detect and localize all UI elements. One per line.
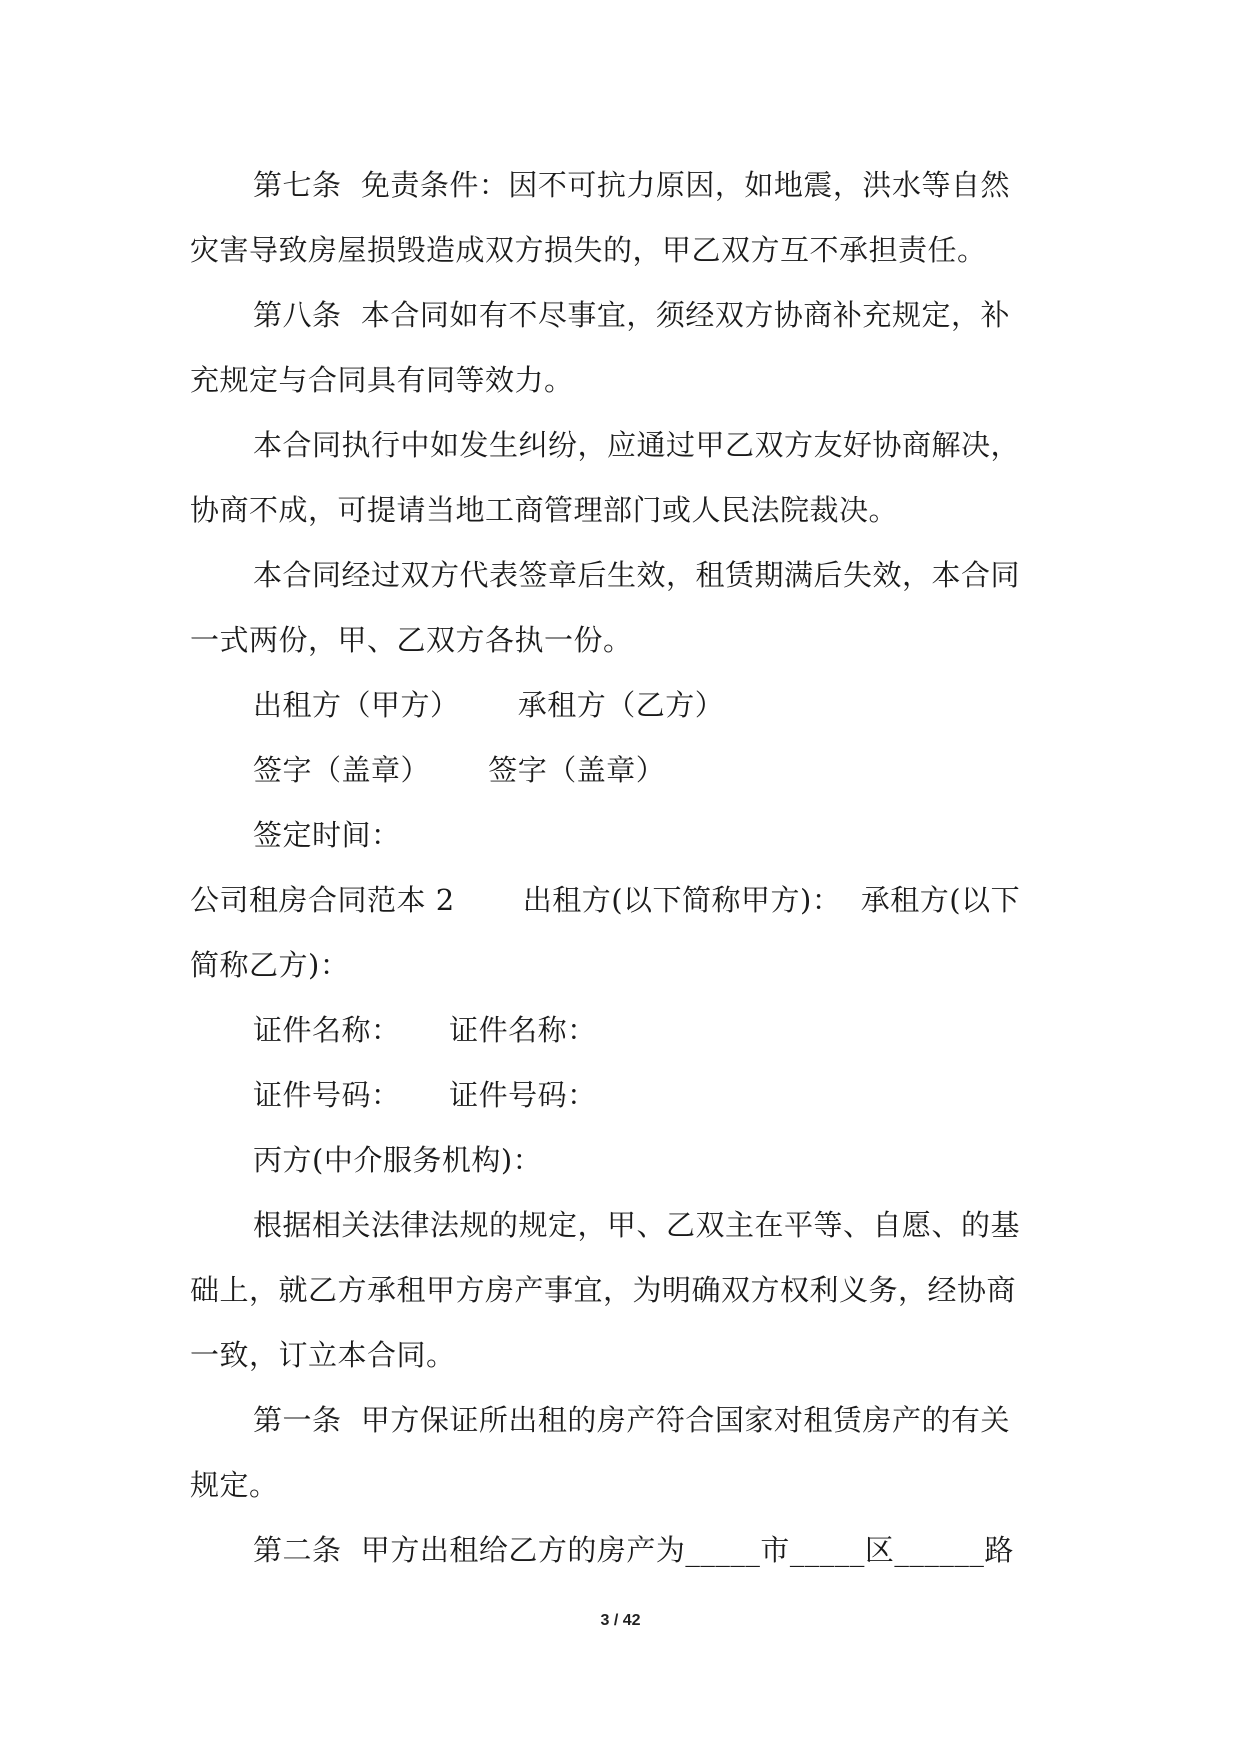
text-line: 协商不成，可提请当地工商管理部门或人民法院裁决。 [190, 493, 899, 527]
page-number: 3 / 42 [600, 1612, 641, 1629]
signature-stamp-line: 签字（盖章） 签字（盖章） [253, 753, 666, 787]
text-line: 根据相关法律法规的规定，甲、乙双主在平等、自愿、的基 [253, 1208, 1021, 1242]
section-heading-line: 公司租房合同范本 2 出租方(以下简称甲方)： 承租方(以下 [190, 883, 1021, 917]
text-line: 本合同经过双方代表签章后生效，租赁期满后失效，本合同 [253, 558, 1021, 592]
text-line: 简称乙方)： [190, 948, 350, 982]
signature-parties-line: 出租方（甲方） 承租方（乙方） [253, 688, 725, 722]
id-number-line: 证件号码： 证件号码： [253, 1078, 597, 1112]
text-line: 规定。 [190, 1468, 279, 1502]
text-line: 第一条 甲方保证所出租的房产符合国家对租赁房产的有关 [253, 1403, 1010, 1437]
id-name-line: 证件名称： 证件名称： [253, 1013, 597, 1047]
text-line: 灾害导致房屋损毁造成双方损失的，甲乙双方互不承担责任。 [190, 233, 987, 267]
text-line: 第二条 甲方出租给乙方的房产为_____市_____区______路 [253, 1533, 1014, 1567]
text-line: 本合同执行中如发生纠纷，应通过甲乙双方友好协商解决， [253, 428, 1021, 462]
text-line: 一致，订立本合同。 [190, 1338, 456, 1372]
text-line: 一式两份，甲、乙双方各执一份。 [190, 623, 633, 657]
signing-date-line: 签定时间： [253, 818, 401, 852]
text-line: 充规定与合同具有同等效力。 [190, 363, 574, 397]
text-line: 第八条 本合同如有不尽事宜，须经双方协商补充规定，补 [253, 298, 1010, 332]
text-line: 础上，就乙方承租甲方房产事宜，为明确双方权利义务，经协商 [190, 1273, 1017, 1307]
text-line: 第七条 免责条件：因不可抗力原因，如地震，洪水等自然 [253, 168, 1010, 202]
agency-line: 丙方(中介服务机构)： [253, 1143, 543, 1177]
